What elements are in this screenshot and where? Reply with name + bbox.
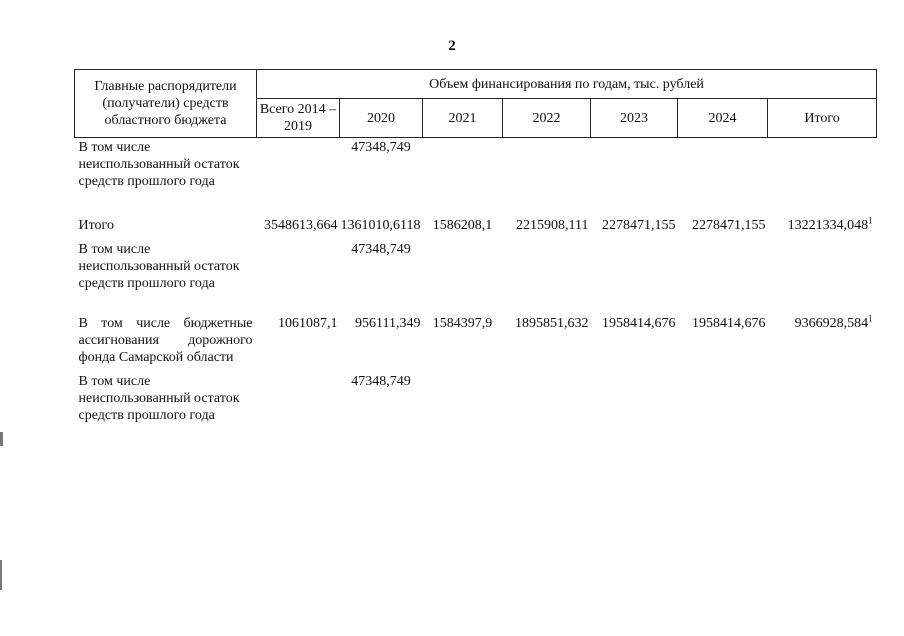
- header-grand-total: Итого: [768, 99, 877, 138]
- cell-value: 1958414,676: [602, 316, 676, 331]
- cell-value: [423, 239, 503, 311]
- header-year-2021: 2021: [423, 99, 503, 138]
- cell-total: 13221334,048$^1$: [787, 215, 873, 233]
- cell-value: 1586208,1: [432, 218, 493, 233]
- cell-value: 47348,749: [351, 374, 411, 389]
- cell-value: [257, 138, 340, 210]
- cell-value: 47348,749: [351, 242, 411, 257]
- cell-value: 1584397,9: [432, 316, 493, 331]
- footnote-mark: 1: [868, 313, 873, 324]
- cell-value: 2215908,111: [516, 218, 589, 233]
- header-year-2024: 2024: [678, 99, 768, 138]
- row-label: В том числе неиспользованный остаток средств прошлого года: [78, 140, 240, 189]
- scan-margin-mark: [0, 432, 3, 446]
- cell-value: [257, 239, 340, 311]
- table-row: [75, 311, 877, 371]
- cell-value: [678, 371, 768, 443]
- cell-value: [503, 138, 591, 210]
- cell-value: [591, 239, 678, 311]
- cell-value: 3548613,664: [264, 218, 338, 233]
- header-total-2014-2019: Всего 2014 – 2019: [257, 99, 340, 138]
- cell-value: [423, 138, 503, 210]
- cell-value: 1958414,676: [692, 316, 766, 331]
- cell-value: [503, 371, 591, 443]
- page-number: 2: [448, 38, 456, 54]
- financing-table: [74, 69, 877, 443]
- header-financing-volume: Объем финансирования по годам, тыс. рублей: [257, 70, 877, 99]
- row-label: В том числе бюджетные ассигнования дорожного фонда Самарской области: [78, 316, 253, 365]
- cell-value: 1361010,6118: [340, 218, 421, 233]
- table-row: [75, 209, 877, 239]
- header-year-2020: 2020: [340, 99, 423, 138]
- scan-margin-mark: [0, 560, 2, 590]
- footnote-mark: 1: [868, 215, 873, 226]
- cell-value: 956111,349: [355, 316, 421, 331]
- cell-total: [768, 371, 877, 443]
- cell-total: [768, 239, 877, 311]
- table-row: [75, 371, 877, 443]
- cell-value: [591, 138, 678, 210]
- header-distributors: Главные распорядители (получатели) средств областного бюджета: [75, 70, 257, 138]
- cell-total: [768, 138, 877, 210]
- cell-value: [678, 239, 768, 311]
- row-label: Итого: [78, 218, 114, 233]
- row-label: В том числе неиспользованный остаток средств прошлого года: [78, 374, 240, 423]
- cell-value: 2278471,155: [602, 218, 676, 233]
- cell-total: 9366928,584$^1$: [794, 313, 873, 331]
- cell-value: 1895851,632: [515, 316, 589, 331]
- table-row: [75, 239, 877, 311]
- cell-value: 1061087,1: [278, 316, 338, 331]
- table-row: [75, 138, 877, 210]
- header-year-2022: 2022: [503, 99, 591, 138]
- cell-value: [591, 371, 678, 443]
- cell-value: [678, 138, 768, 210]
- cell-value: 47348,749: [351, 140, 411, 155]
- cell-value: 2278471,155: [692, 218, 766, 233]
- header-year-2023: 2023: [591, 99, 678, 138]
- row-label: В том числе неиспользованный остаток средств прошлого года: [78, 242, 240, 291]
- cell-value: [423, 371, 503, 443]
- cell-value: [503, 239, 591, 311]
- cell-value: [257, 371, 340, 443]
